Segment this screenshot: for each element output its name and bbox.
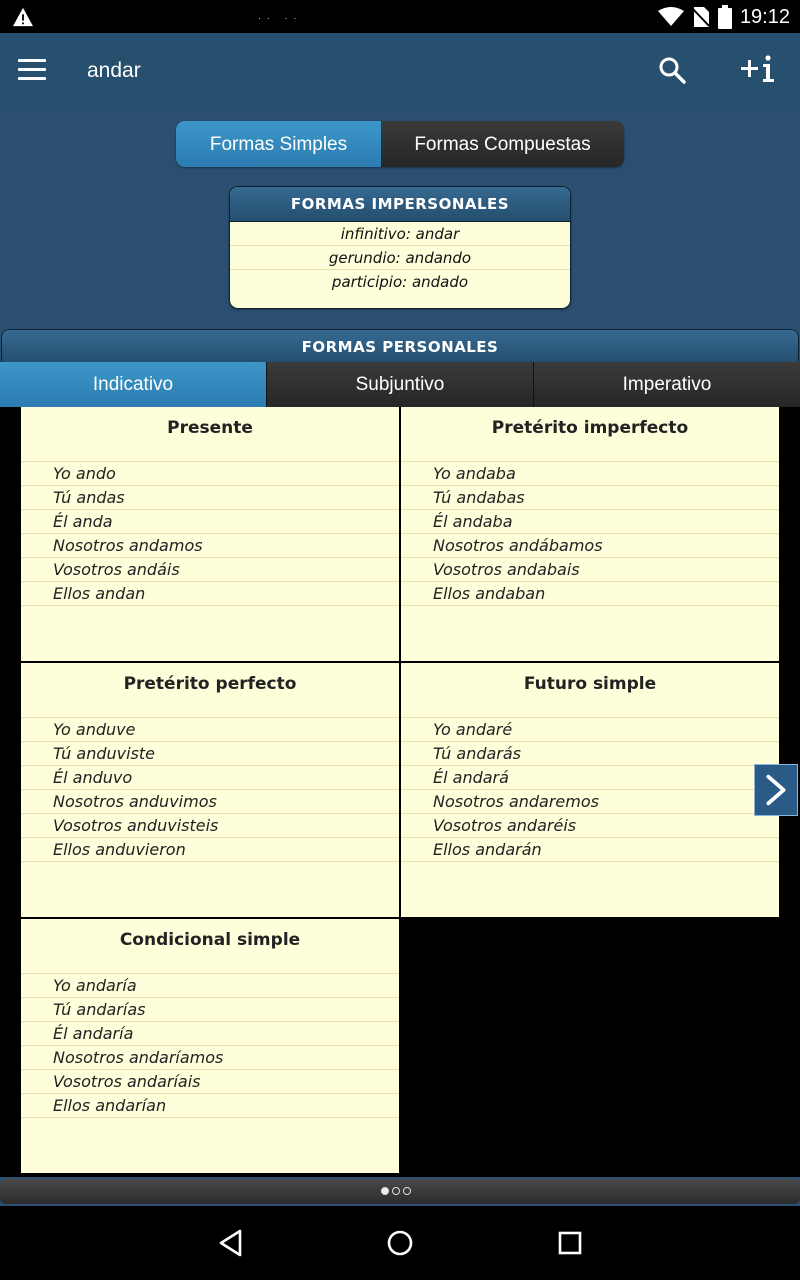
navigation-bar <box>0 1206 800 1280</box>
home-icon[interactable] <box>385 1228 415 1258</box>
tense-title: Presente <box>21 407 399 462</box>
chevron-right-icon[interactable] <box>754 764 798 816</box>
conjugation-row: Yo andaría <box>21 974 399 998</box>
infinitive-row: infinitivo: andar <box>230 222 570 246</box>
menu-icon[interactable] <box>18 59 46 81</box>
no-sim-icon <box>692 6 710 28</box>
add-info-icon[interactable] <box>740 51 776 87</box>
tab-subjuntivo[interactable]: Subjuntivo <box>267 362 534 407</box>
conjugation-row: Ellos anduvieron <box>21 838 399 862</box>
clock: 19:12 <box>739 5 790 28</box>
tense-title: Pretérito imperfecto <box>401 407 779 462</box>
page-dot[interactable] <box>381 1187 389 1195</box>
conjugation-row: Vosotros anduvisteis <box>21 814 399 838</box>
conjugation-row: Nosotros anduvimos <box>21 790 399 814</box>
tab-imperativo[interactable]: Imperativo <box>534 362 800 407</box>
conjugation-row: Ellos andaban <box>401 582 779 606</box>
conjugation-row: Tú andas <box>21 486 399 510</box>
tab-formas-simples[interactable]: Formas Simples <box>176 121 381 167</box>
mood-tabs <box>0 362 800 407</box>
tense-card-preterito-imperfecto <box>401 407 779 661</box>
conjugation-row: Ellos andan <box>21 582 399 606</box>
conjugation-row: Él andará <box>401 766 779 790</box>
conjugation-row: Nosotros andamos <box>21 534 399 558</box>
mode-switch <box>176 121 624 167</box>
page-indicator <box>0 1179 800 1204</box>
notification-dots: .. .. <box>258 12 303 22</box>
conjugation-row: Tú andarías <box>21 998 399 1022</box>
battery-icon <box>718 5 732 29</box>
impersonal-forms-title: FORMAS IMPERSONALES <box>230 187 570 222</box>
participle-row: participio: andado <box>331 273 469 291</box>
conjugation-row: Yo andaba <box>401 462 779 486</box>
conjugation-row: Tú andabas <box>401 486 779 510</box>
wifi-icon <box>658 7 684 27</box>
search-icon[interactable] <box>657 55 687 85</box>
tense-grid <box>0 407 800 1177</box>
conjugation-row: Yo anduve <box>21 718 399 742</box>
conjugation-row: Yo ando <box>21 462 399 486</box>
app-title: andar <box>87 59 141 82</box>
conjugation-row: Nosotros andaremos <box>401 790 779 814</box>
page-dot[interactable] <box>403 1187 411 1195</box>
impersonal-forms-card <box>229 186 571 309</box>
conjugation-row: Tú anduviste <box>21 742 399 766</box>
conjugation-row: Vosotros andabais <box>401 558 779 582</box>
conjugation-row: Vosotros andaréis <box>401 814 779 838</box>
conjugation-row: Él anda <box>21 510 399 534</box>
conjugation-row: Ellos andarían <box>21 1094 399 1118</box>
gerund-row: gerundio: andando <box>230 246 570 270</box>
tense-card-preterito-perfecto <box>21 663 399 917</box>
conjugation-row: Nosotros andábamos <box>401 534 779 558</box>
tense-card-condicional-simple <box>21 919 399 1173</box>
conjugation-row: Él andaría <box>21 1022 399 1046</box>
conjugation-row: Nosotros andaríamos <box>21 1046 399 1070</box>
tense-title: Condicional simple <box>21 919 399 974</box>
conjugation-row: Vosotros andáis <box>21 558 399 582</box>
conjugation-row: Yo andaré <box>401 718 779 742</box>
tense-title: Futuro simple <box>401 663 779 718</box>
tense-title: Pretérito perfecto <box>21 663 399 718</box>
warning-icon <box>12 7 34 27</box>
app-bar <box>0 33 800 108</box>
status-bar <box>0 0 800 33</box>
tab-indicativo[interactable]: Indicativo <box>0 362 267 407</box>
page-dot[interactable] <box>392 1187 400 1195</box>
recents-icon[interactable] <box>555 1228 585 1258</box>
back-icon[interactable] <box>216 1228 246 1258</box>
conjugation-row: Él anduvo <box>21 766 399 790</box>
tense-card-presente <box>21 407 399 661</box>
conjugation-row: Ellos andarán <box>401 838 779 862</box>
conjugation-row: Vosotros andaríais <box>21 1070 399 1094</box>
tense-card-futuro-simple <box>401 663 779 917</box>
main-content <box>0 108 800 1206</box>
conjugation-row: Tú andarás <box>401 742 779 766</box>
tab-formas-compuestas[interactable]: Formas Compuestas <box>381 121 624 167</box>
conjugation-row: Él andaba <box>401 510 779 534</box>
personal-forms-title: FORMAS PERSONALES <box>1 329 799 362</box>
